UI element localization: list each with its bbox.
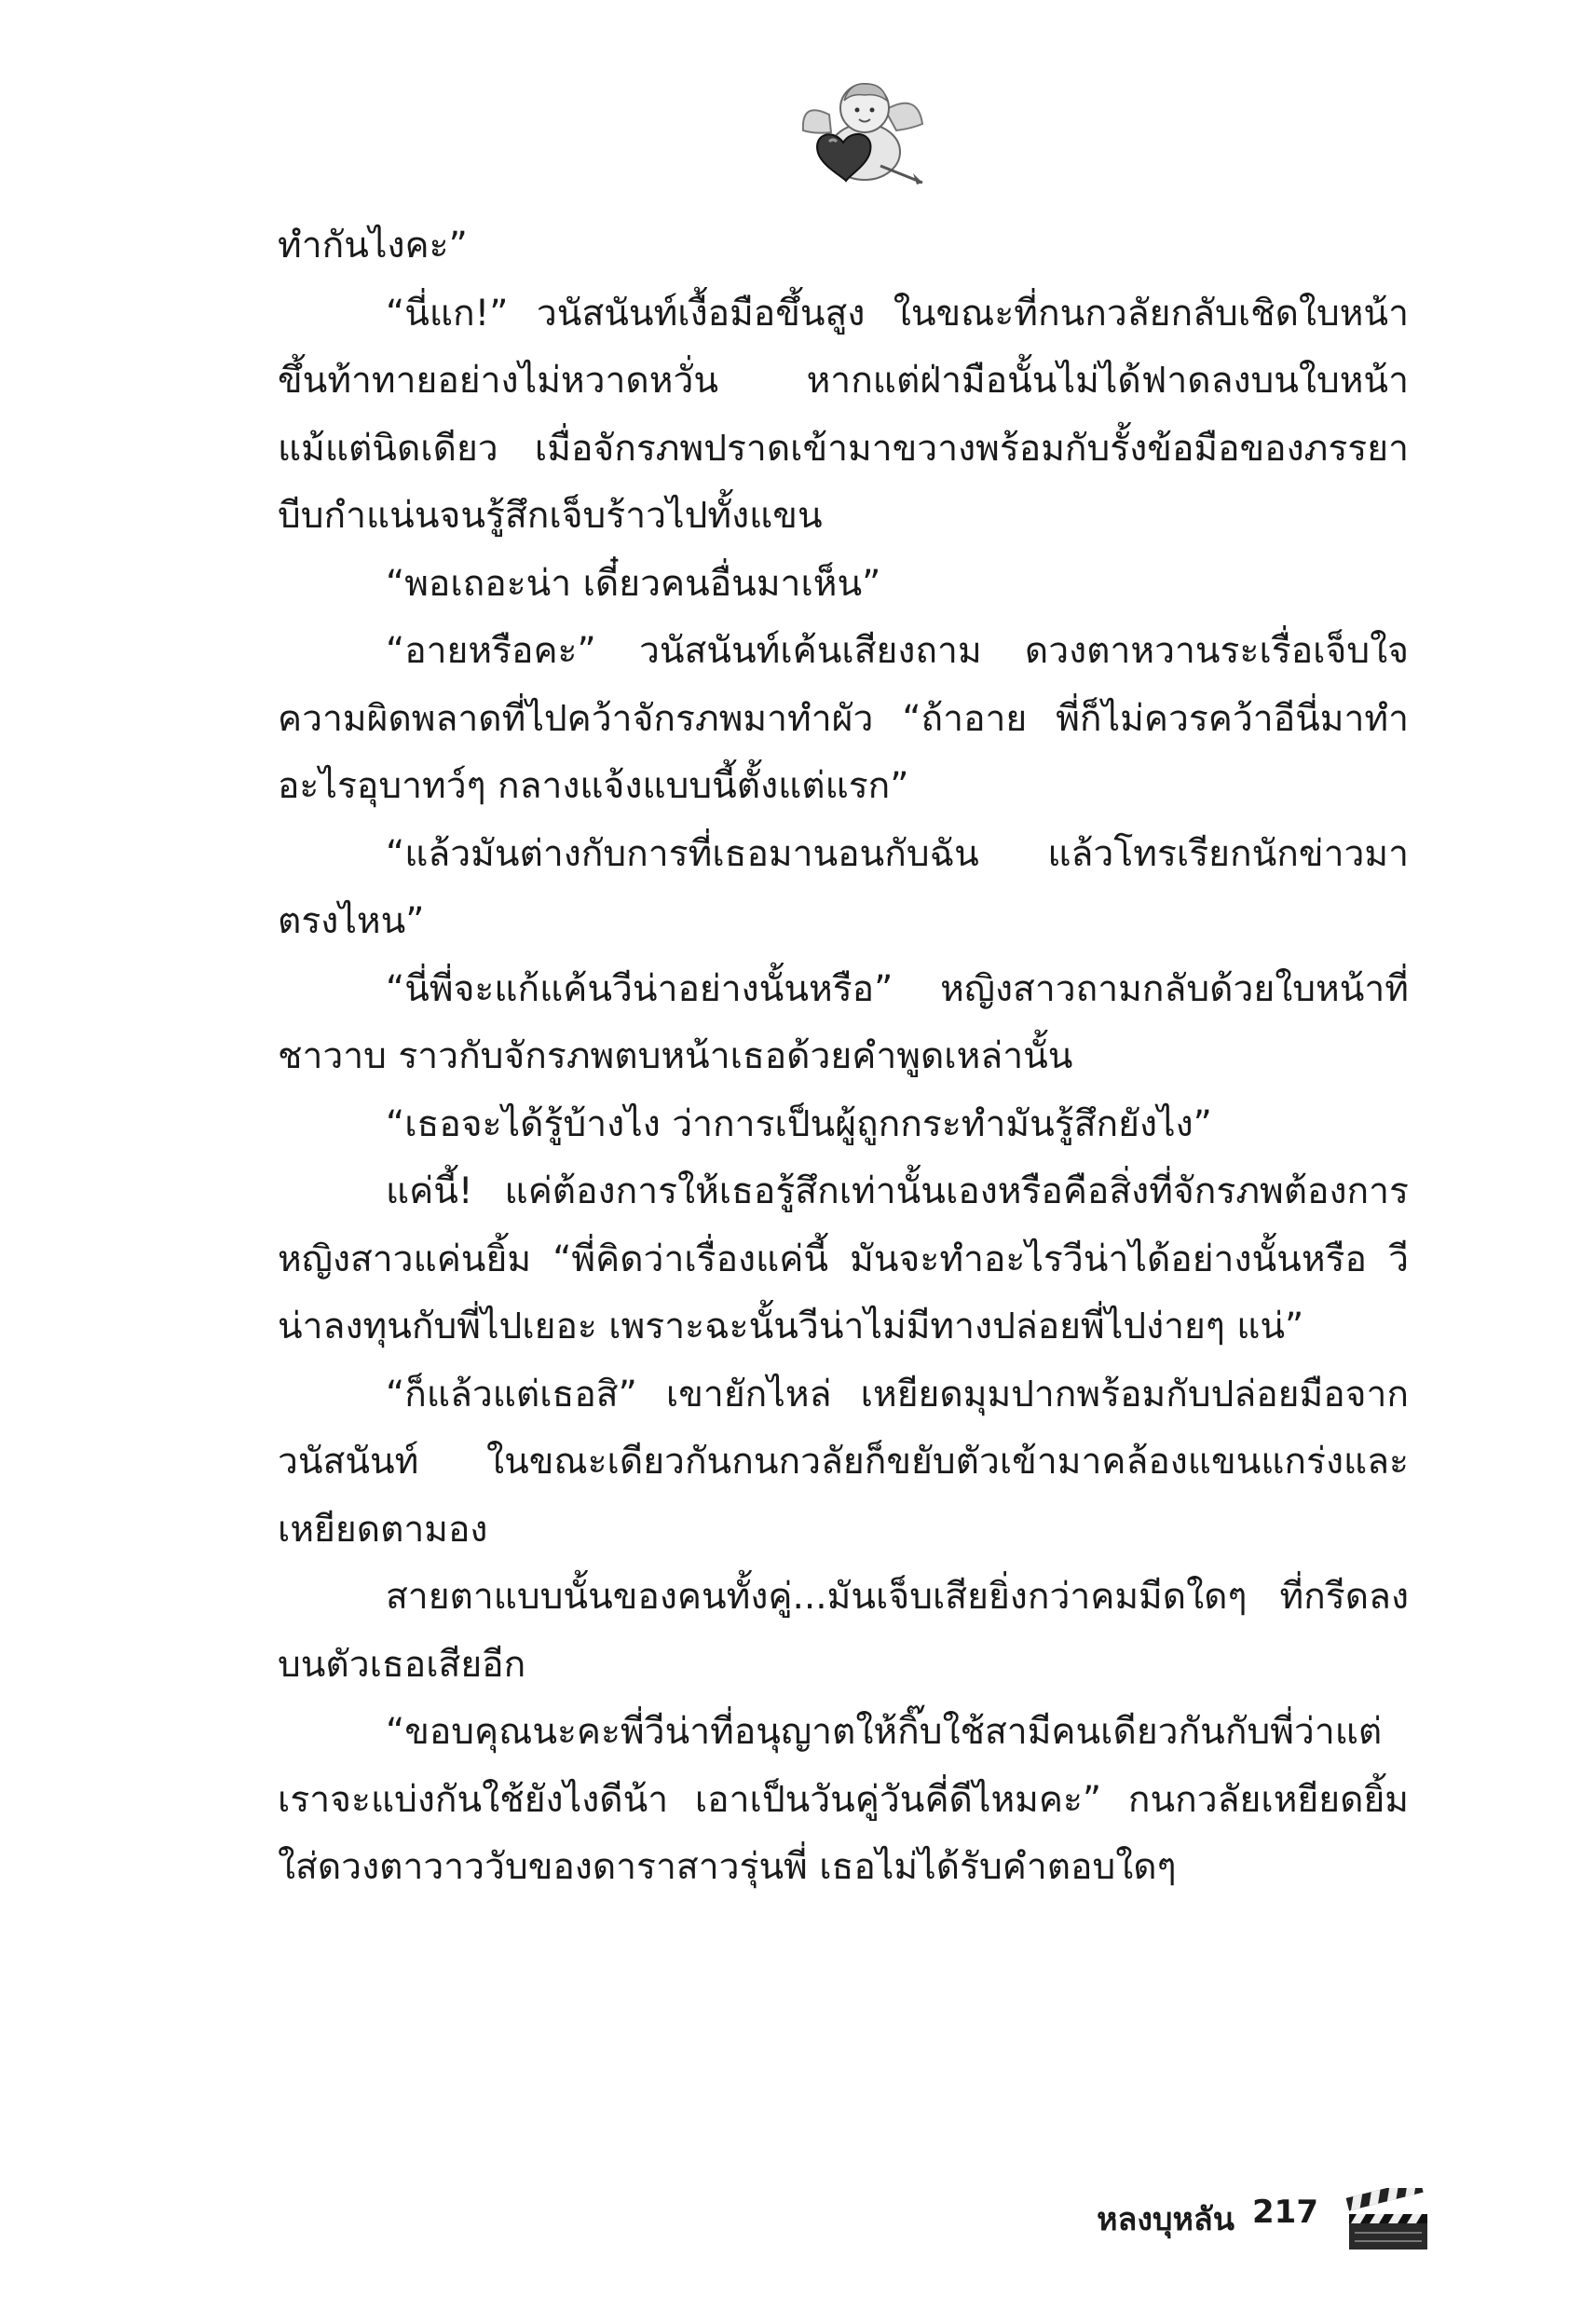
paragraph: “นี่แก!” วนัสนันท์เงื้อมือขึ้นสูง ในขณะที่กนกวลัยกลับเชิดใบหน้าขึ้นท้าทายอย่างไม่หวาดหวั่น หากแต่ฝ่ามือนั้นไม่ได้ฟาดลงบนใบหน้าแม้แต่นิดเดียว เมื่อจักรภพปราดเข้ามาขวางพร้อมกับรั้งข้อมือของภรรยาบีบกำแน่นจนรู้สึกเจ็บร้าวไปทั้งแขน — [278, 292, 1409, 537]
paragraph: “ก็แล้วแต่เธอสิ” เขายักไหล่ เหยียดมุมปากพร้อมกับปล่อยมือจากวนัสนันท์ ในขณะเดียวกันกนกวลัยก็ขยับตัวเข้ามาคล้องแขนแกร่งและเหยียดตามอง — [278, 1373, 1409, 1551]
paragraph: “อายหรือคะ” วนัสนันท์เค้นเสียงถาม ดวงตาหวานระเรื่อเจ็บใจความผิดพลาดที่ไปคว้าจักรภพมาทำผัว “ถ้าอาย พี่ก็ไม่ควรคว้าอีนี่มาทำอะไรอุบาทว์ๆ กลางแจ้งแบบนี้ตั้งแต่แรก” — [278, 630, 1409, 807]
paragraph: “พอเถอะน่า เดี๋ยวคนอื่นมาเห็น” — [386, 562, 881, 605]
cupid-heart-icon — [792, 73, 932, 194]
page-footer — [1071, 2188, 1463, 2253]
book-title: หลงบุหลัน — [1097, 2201, 1235, 2238]
paragraph: สายตาแบบนั้นของคนทั้งคู่...มันเจ็บเสียยิ่งกว่าคมมีดใดๆ ที่กรีดลงบนตัวเธอเสียอีก — [278, 1576, 1409, 1686]
body-text — [278, 212, 1409, 1902]
paragraph: ทำกันไงคะ” — [278, 225, 468, 267]
paragraph: “แล้วมันต่างกับการที่เธอมานอนกับฉัน แล้วโทรเรียกนักข่าวมาตรงไหน” — [278, 832, 1409, 942]
paragraph: “นี่พี่จะแก้แค้นวีน่าอย่างนั้นหรือ” หญิงสาวถามกลับด้วยใบหน้าที่ชาวาบ ราวกับจักรภพตบหน้าเธอด้วยคำพูดเหล่านั้น — [278, 967, 1409, 1077]
page-number: 217 — [1252, 2194, 1318, 2231]
film-clapperboard-icon — [1342, 2188, 1435, 2253]
paragraph: “เธอจะได้รู้บ้างไง ว่าการเป็นผู้ถูกกระทำมันรู้สึกยังไง” — [386, 1102, 1212, 1145]
paragraph: แค่นี้! แค่ต้องการให้เธอรู้สึกเท่านั้นเองหรือคือสิ่งที่จักรภพต้องการ หญิงสาวแค่นยิ้ม “พี่คิดว่าเรื่องแค่นี้ มันจะทำอะไรวีน่าได้อย่างนั้นหรือ วีน่าลงทุนกับพี่ไปเยอะ เพราะฉะนั้นวีน่าไม่มีทางปล่อยพี่ไปง่ายๆ แน่” — [278, 1170, 1409, 1347]
paragraph: “ขอบคุณนะคะพี่วีน่าที่อนุญาตให้กิ๊บใช้สามีคนเดียวกันกับพี่ว่าแต่เราจะแบ่งกันใช้ยังไงดีน้า เอาเป็นวันคู่วันคี่ดีไหมคะ” กนกวลัยเหยียดยิ้มใส่ดวงตาวาววับของดาราสาวรุ่นพี่ เธอไม่ได้รับคำตอบใดๆ — [278, 1711, 1409, 1888]
